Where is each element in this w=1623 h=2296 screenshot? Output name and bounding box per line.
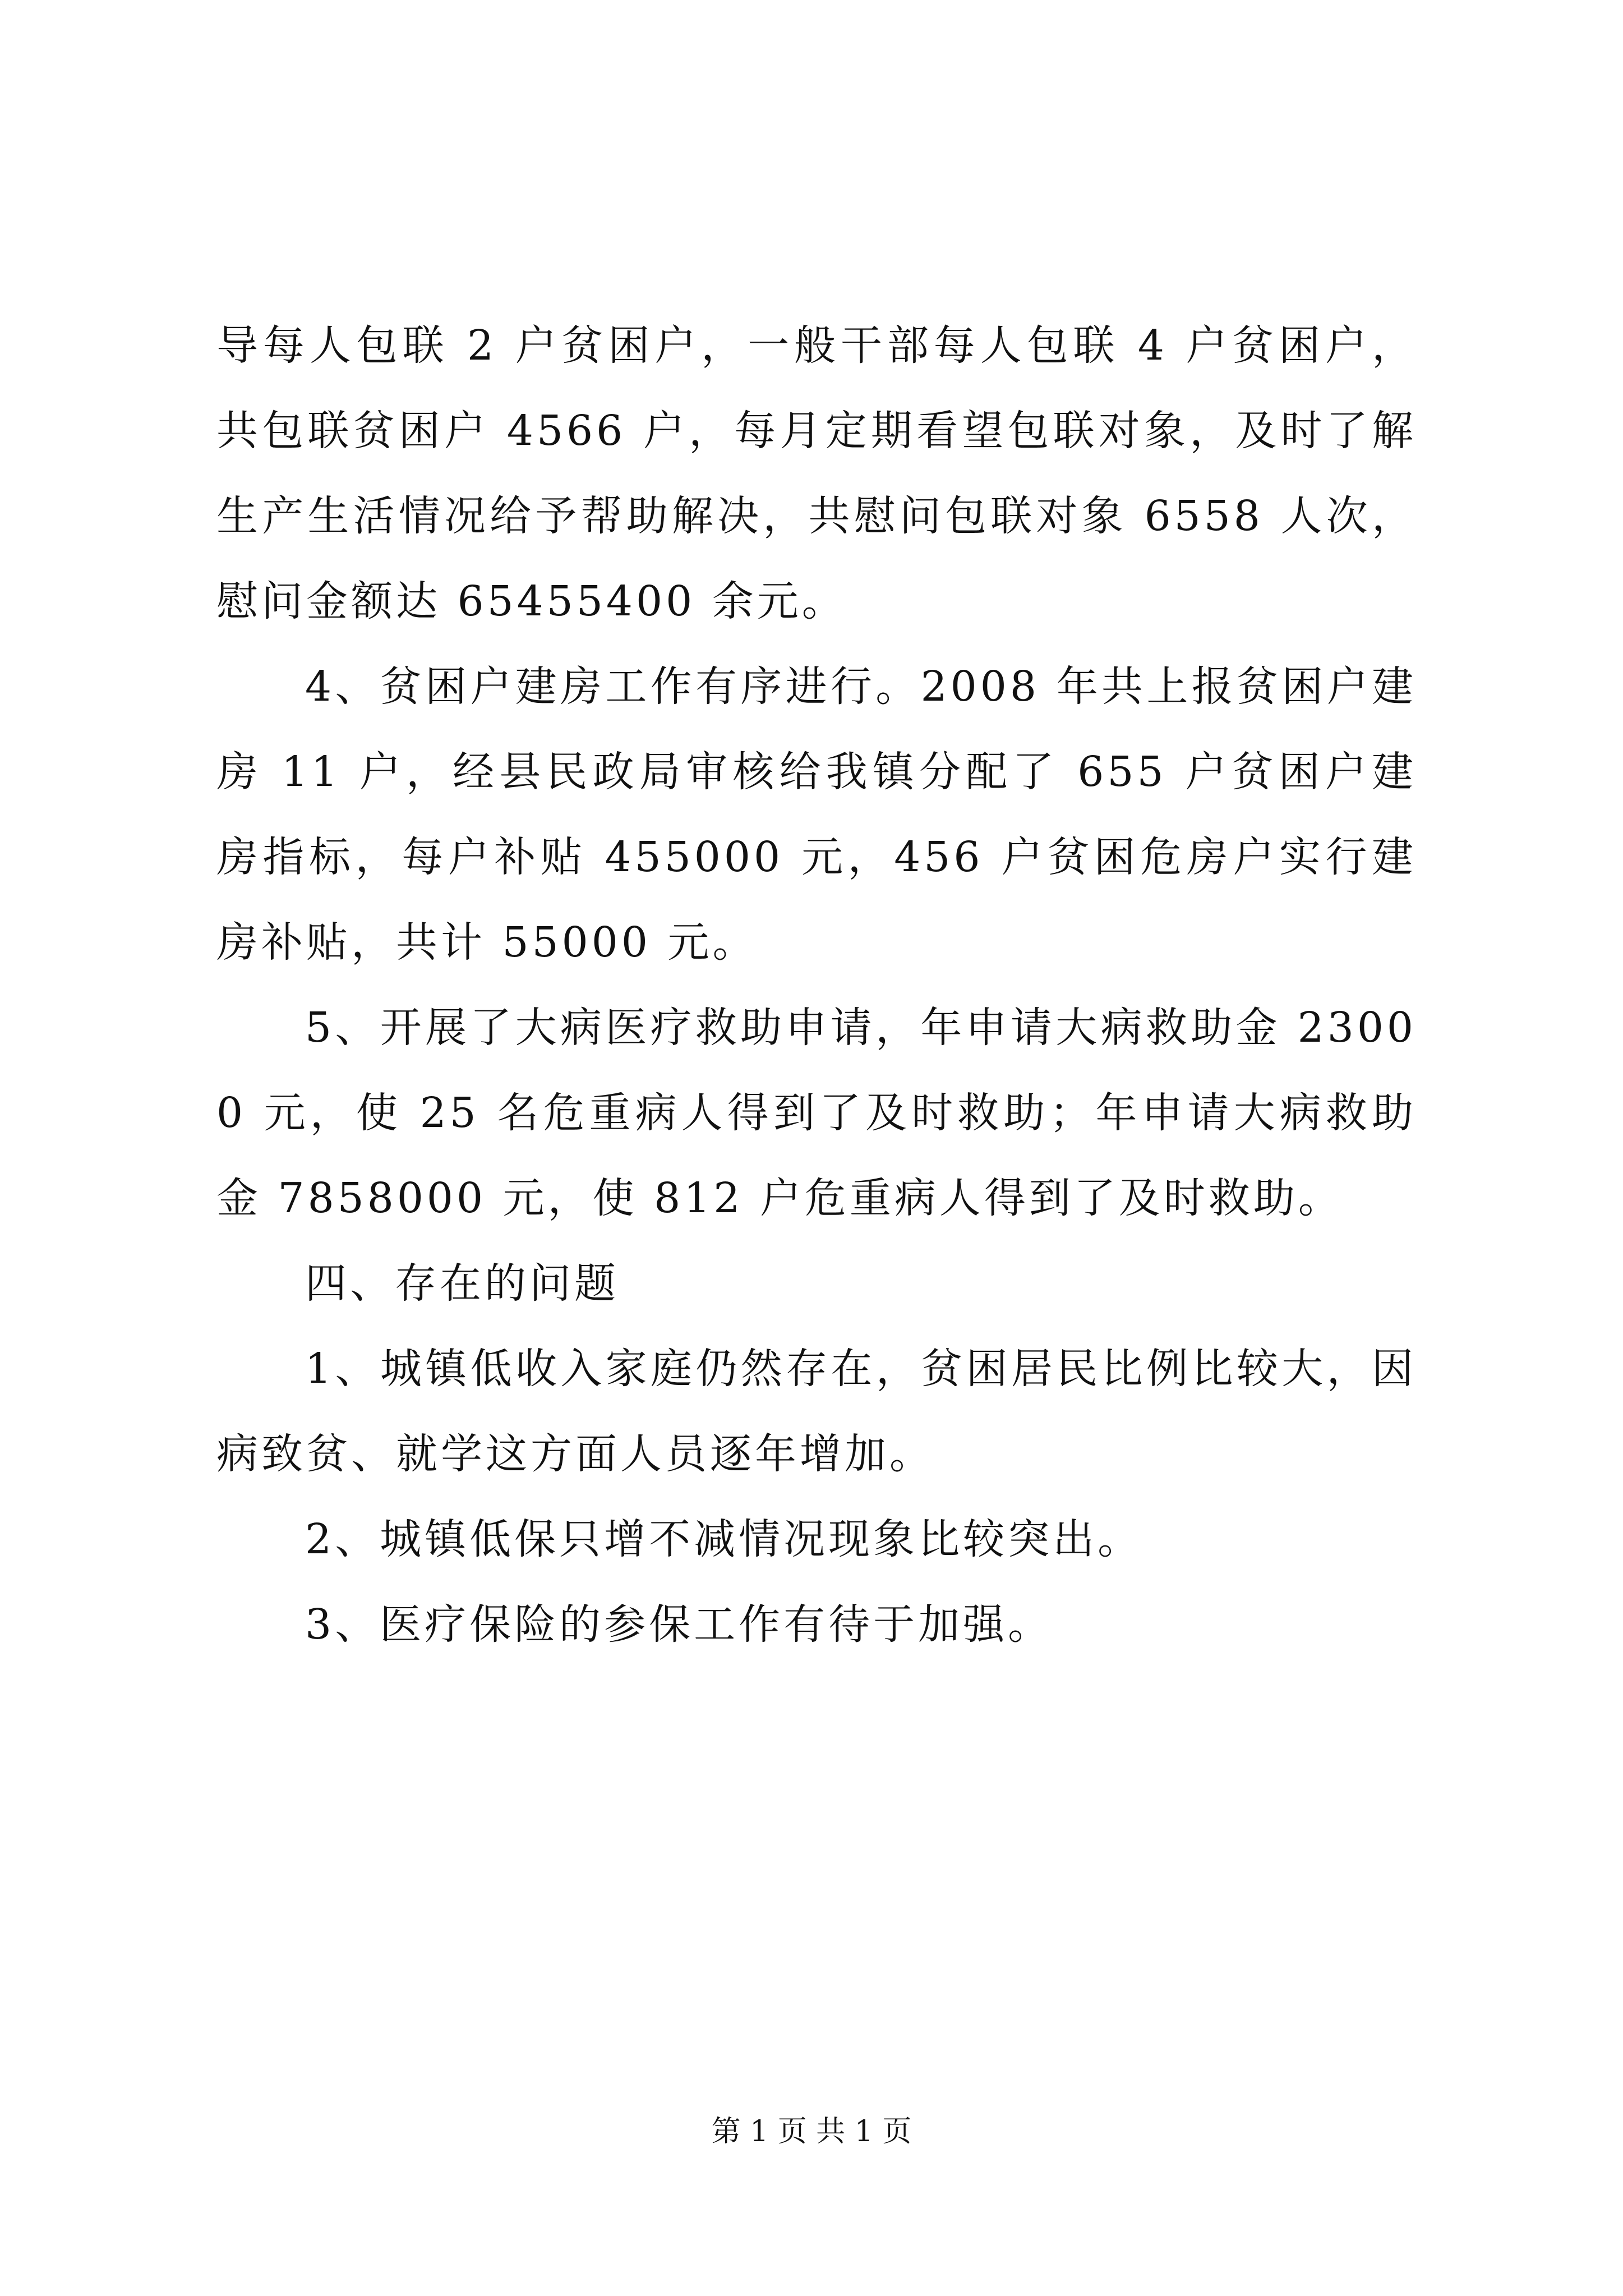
paragraph-continuation: 导每人包联 2 户贫困户，一般干部每人包联 4 户贫困户，共包联贫困户 4566 户，每月定期看望包联对象，及时了解生产生活情况给予帮助解决，共慰问包联对象 6558 人次，慰问金额达 65455400 余元。 bbox=[216, 321, 1417, 625]
problem-item-3: 3、医疗保险的参保工作有待于加强。 bbox=[305, 1600, 1053, 1649]
paragraph-item-5: 5、开展了大病医疗救助申请，年申请大病救助金 23000 元，使 25 名危重病人得到了及时救助；年申请大病救助金 7858000 元，使 812 户危重病人得到了及时救助。 bbox=[216, 1004, 1417, 1222]
page-footer: 第 1 页 共 1 页 bbox=[711, 2115, 912, 2148]
paragraph-item-4: 4、贫困户建房工作有序进行。2008 年共上报贫困户建房 11 户，经县民政局审核给我镇分配了 655 户贫困户建房指标，每户补贴 455000 元，456 户贫困危房户实行建房补贴，共计 55000 元。 bbox=[216, 662, 1417, 967]
problem-item-1: 1、城镇低收入家庭仍然存在，贫困居民比例比较大，因病致贫、就学这方面人员逐年增加。 bbox=[216, 1345, 1417, 1478]
problem-item-2: 2、城镇低保只增不减情况现象比较突出。 bbox=[305, 1515, 1143, 1563]
document-body bbox=[216, 303, 1417, 1667]
section-heading-problems: 四、存在的问题 bbox=[305, 1259, 619, 1308]
